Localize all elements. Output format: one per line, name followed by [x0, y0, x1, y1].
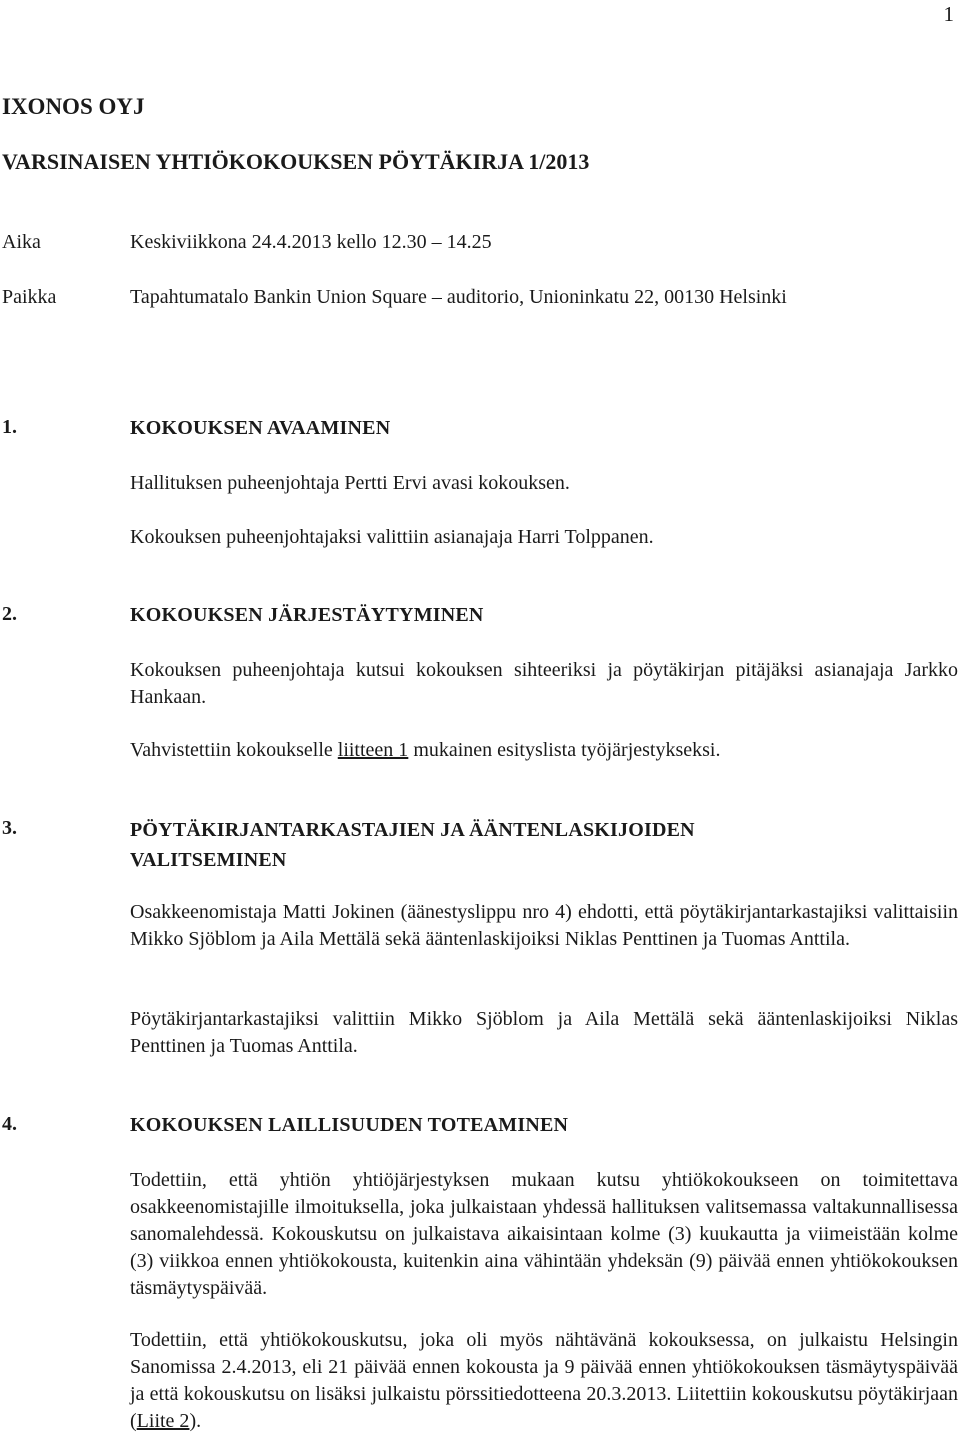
section-2-number: 2. [2, 603, 17, 625]
section-3-paragraph-1: Osakkeenomistaja Matti Jokinen (äänestyslippu nro 4) ehdotti, että pöytäkirjantarkastajiksi valittaisiin Mikko Sjöblom ja Aila Mettälä sekä ääntenlaskijoiksi Niklas Penttinen ja Tuomas Anttila. [130, 901, 958, 950]
section-3-paragraph-2: Pöytäkirjantarkastajiksi valittiin Mikko Sjöblom ja Aila Mettälä sekä ääntenlaskijoiksi Niklas Penttinen ja Tuomas Anttila. [130, 1008, 958, 1057]
section-4-paragraph-2-text: Todettiin, että yhtiökokouskutsu, joka oli myös nähtävänä kokouksessa, on julkaistu Helsingin Sanomissa 2.4.2013, eli 21 päivää ennen kokousta ja 9 päivää ennen yhtiökokouksen täsmäytyspäivää ja että kokouskutsu on lisäksi julkaistu pörssitiedotteena 20.3.2013. Liitettiin kokouskutsu pöytäkirjaan ( [130, 1329, 958, 1432]
section-3-title: PÖYTÄKIRJANTARKASTAJIEN JA ÄÄNTENLASKIJOIDEN VALITSEMINEN [130, 819, 695, 871]
section-1-number: 1. [2, 416, 17, 438]
place-label: Paikka [2, 286, 57, 308]
section-2-title: KOKOUKSEN JÄRJESTÄYTYMINEN [130, 604, 484, 626]
company-name: IXONOS OYJ [2, 94, 145, 119]
page-number: 1 [943, 2, 954, 26]
appendix-1-link[interactable]: liitteen 1 [337, 739, 409, 761]
time-label: Aika [2, 231, 41, 253]
section-2-paragraph-2 [130, 737, 721, 764]
section-2-paragraph-2-rest: mukainen esityslista työjärjestykseksi. [408, 739, 721, 761]
section-2-paragraph-2-text: Vahvistettiin kokoukselle [130, 739, 338, 761]
time-value: Keskiviikkona 24.4.2013 kello 12.30 – 14.25 [130, 231, 492, 253]
section-4-number: 4. [2, 1113, 17, 1135]
section-4-title: KOKOUKSEN LAILLISUUDEN TOTEAMINEN [130, 1114, 569, 1136]
section-2-paragraph-1: Kokouksen puheenjohtaja kutsui kokouksen sihteeriksi ja pöytäkirjan pitäjäksi asianajaja Jarkko Hankaan. [130, 659, 958, 708]
section-3-number: 3. [2, 817, 17, 839]
place-value: Tapahtumatalo Bankin Union Square – auditorio, Unioninkatu 22, 00130 Helsinki [130, 286, 787, 308]
section-4-paragraph-2 [130, 1327, 958, 1435]
section-1-paragraph-1: Hallituksen puheenjohtaja Pertti Ervi avasi kokouksen. [130, 472, 570, 494]
section-1-paragraph-2: Kokouksen puheenjohtajaksi valittiin asianajaja Harri Tolppanen. [130, 526, 654, 548]
section-1-title: KOKOUKSEN AVAAMINEN [130, 417, 391, 439]
section-4-paragraph-2-rest: ). [189, 1410, 202, 1432]
section-4-paragraph-1: Todettiin, että yhtiön yhtiöjärjestyksen mukaan kutsu yhtiökokoukseen on toimitettava osakkeenomistajille ilmoituksella, joka julkaistaan yhdessä hallituksen valitsemassa valtakunnallisessa sanomalehdessä. Kokouskutsu on julkaistava aikaisintaan kolme (3) kuukautta ja viimeistään kolme (3) viikkoa ennen yhtiökokousta, kuitenkin aina vähintään yhdeksän (9) päivää ennen yhtiökokouksen täsmäytyspäivää. [130, 1169, 958, 1299]
appendix-2-link[interactable]: Liite 2 [136, 1410, 190, 1432]
document-title: VARSINAISEN YHTIÖKOKOUKSEN PÖYTÄKIRJA 1/2013 [2, 149, 590, 174]
